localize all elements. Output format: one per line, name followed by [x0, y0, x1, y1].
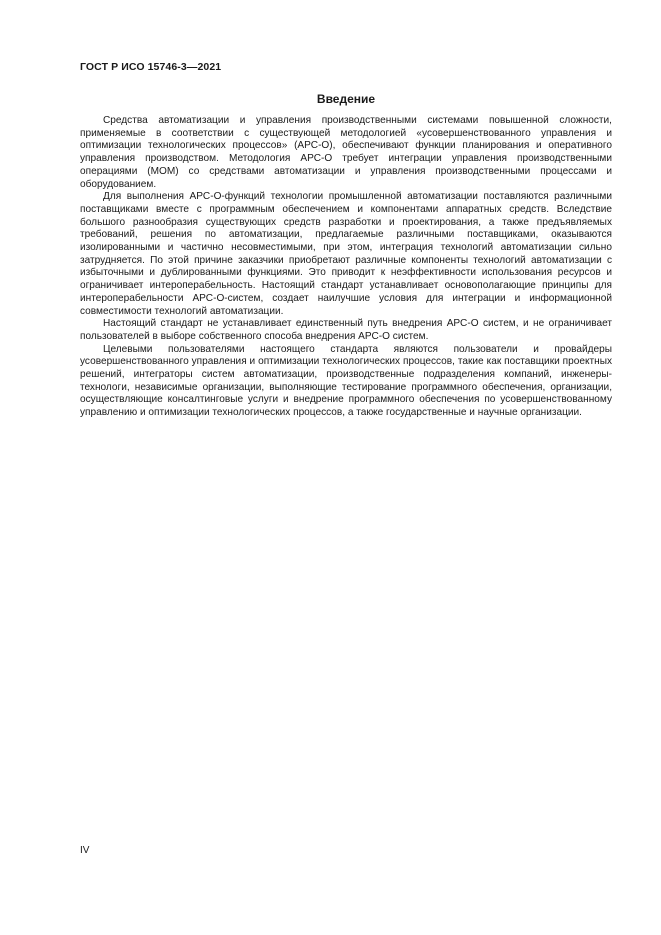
paragraph-4: Целевыми пользователями настоящего стандарта являются пользователи и провайдеры усовершенствованного управления и оптимизации технологических процессов, такие как поставщики проектных решений, интеграторы систем автоматизации, производственные подразделения компаний, инженеры-технологи, независимые организации, выполняющие тестирование программного обеспечения, организации, осуществляющие консалтинговые услуги и внедрение программного обеспечения по усовершенствованному управлению и оптимизации технологических процессов, а также государственные и научные организации. [80, 343, 612, 419]
paragraph-1: Средства автоматизации и управления производственными системами повышенной сложности, применяемые в соответствии с существующей методологией «усовершенствованного управления и оптимизации технологических процессов» (АРС-О), обеспечивают функции планирования и оперативного управления производством. Методология АРС-О требует интеграции управления производственными операциями (МОМ) со средствами автоматизации и управления производственными процессами и оборудованием. [80, 115, 612, 190]
paragraph-3: Настоящий стандарт не устанавливает единственный путь внедрения АРС-О систем, и не ограничивает пользователей в выборе собственного способа внедрения АРС-О систем. [80, 318, 612, 342]
standard-code-header: ГОСТ Р ИСО 15746-3—2021 [80, 61, 222, 73]
page-number: IV [80, 845, 90, 856]
paragraph-2: Для выполнения АРС-О-функций технологии промышленной автоматизации поставляются различными поставщиками вместе с программным обеспечением и компонентами аппаратных средств. Вследствие большого разнообразия существующих средств разработки и проектирования, а также предъявляемых требований, решения по автоматизации, предлагаемые различными поставщиками, оказываются изолированными и частично несовместимыми, при этом, интеграция технологий автоматизации сильно затрудняется. По этой причине заказчики приобретают различные компоненты технологий автоматизации с избыточными и дублированными функциями. Это приводит к неэффективности использования ресурсов и ограничивает интероперабельность. Настоящий стандарт устанавливает основополагающие принципы для интероперабельности АРС-О-систем, создает наилучшие условия для интеграции и информационной совместимости технологий автоматизации. [80, 191, 612, 317]
introduction-body [80, 115, 612, 420]
section-title: Введение [316, 92, 376, 106]
